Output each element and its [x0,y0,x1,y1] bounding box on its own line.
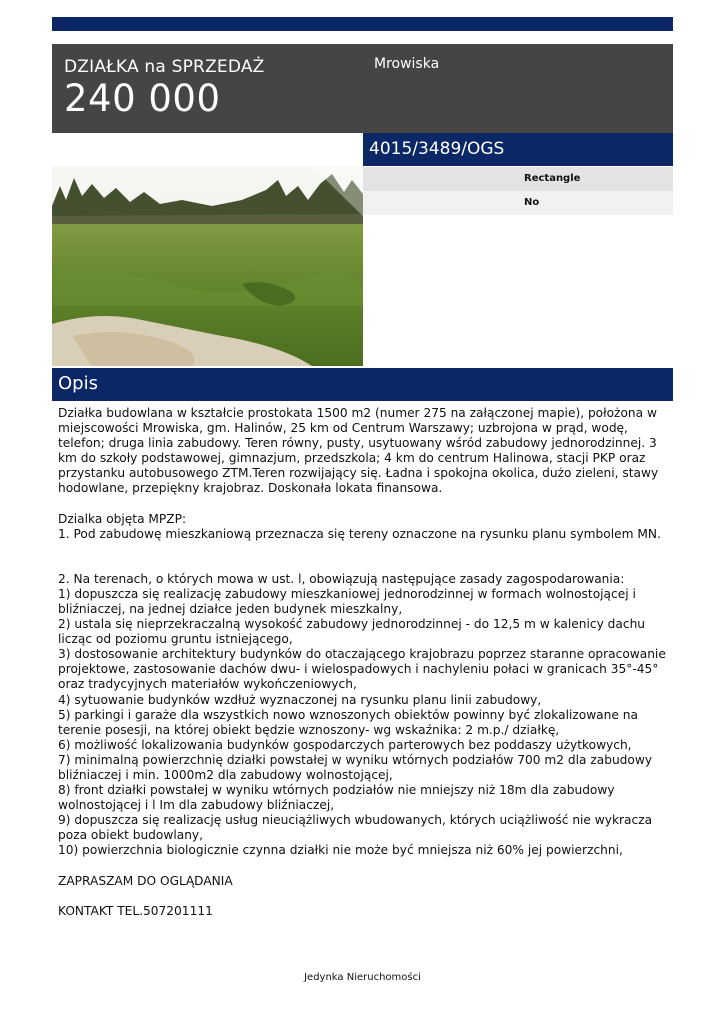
property-value: No [524,197,540,208]
footer-agency: Jedynka Nieruchomości [304,972,421,983]
description-invite: ZAPRASZAM DO OGLĄDANIA [58,873,233,888]
top-accent-bar [52,17,673,31]
description-body [58,406,670,919]
description-contact: KONTAKT TEL.507201111 [58,903,213,918]
listing-price: 240 000 [64,77,221,120]
description-mpzp: Dzialka objęta MPZP: 1. Pod zabudowę mieszkaniową przeznacza się tereny oznaczone na rysunku planu symbolem MN. [58,511,661,541]
property-row-shape [363,167,673,191]
description-header [52,368,673,401]
description-intro: Działka budowlana w kształcie prostokata 1500 m2 (numer 275 na załączonej mapie), położona w miejscowości Mrowiska, gm. Halinów, 25 km od Centrum Warszawy; uzbrojona w prąd, wodę, telefon; druga linia zabudowy. Teren równy, pusty, usytuowany wśród zabudowy jednorodzinnej. 3 km do szkoły podstawowej, gimnazjum, przedszkola; 4 km do centrum Halinowa, stacji PKP oraz przystanku autobusowego ZTM.Teren rozwijający się. Ładna i spokojna okolica, dużo zieleni, stawy hodowlane, przepiękny krajobraz. Doskonała lokata finansowa. [58,406,659,496]
land-plot-photo [52,166,363,366]
property-value: Rectangle [524,173,581,184]
description-title: Opis [58,373,98,394]
listing-location: Mrowiska [374,56,440,72]
reference-number: 4015/3489/OGS [369,139,505,159]
listing-header [52,44,673,133]
property-row-flag [363,191,673,215]
description-rules: 2. Na terenach, o których mowa w ust. l, obowiązują następujące zasady zagospodarowania: 1) dopuszcza się realizację zabudowy mieszkaniowej jednorodzinnej w formach wolnostojącej i bliźniaczej, na jednej działce jeden budynek mieszkalny, 2) ustala się nieprzekraczalną wysokość zabudowy jednorodzinnej - do 12,5 m w kalenicy dachu licząc od poziomu gruntu istniejącego, 3) dostosowanie architektury budynków do otaczającego krajobrazu poprzez staranne opracowanie projektowe, zastosowanie dachów dwu- i wielospadowych i nachyleniu połaci w granicach 35°-45° oraz tradycyjnych materiałów wykończeniowych, 4) sytuowanie budynków wzdłuż wyznaczonej na rysunku planu linii zabudowy, 5) parkingi i garaże dla wszystkich nowo wznoszonych obiektów powinny być zlokalizowane na terenie posesji, na której obiekt będzie wznoszony- wg wskaźnika: 2 m.p./ działkę, 6) możliwość lokalizowania budynków gospodarczych parterowych bez poddaszy użytkowych, 7) minimalną powierzchnię działki powstałej w wyniku wtórnych podziałów 700 m2 dla zabudowy bliźniaczej i min. 1000m2 dla zabudowy wolnostojącej, 8) front działki powstałej w wyniku wtórnych podziałów nie mniejszy niż 18m dla zabudowy wolnostojącej i l Im dla zabudowy bliźniaczej, 9) dopuszcza się realizację usług nieuciążliwych wbudowanych, których uciążliwość nie wykracza poza obiekt budowlany, 10) powierzchnia biologicznie czynna działki nie może być mniejsza niż 60% jej powierzchni, [58,571,666,858]
listing-type-label: DZIAŁKA na SPRZEDAŻ [64,57,265,77]
reference-number-bar [363,133,673,166]
